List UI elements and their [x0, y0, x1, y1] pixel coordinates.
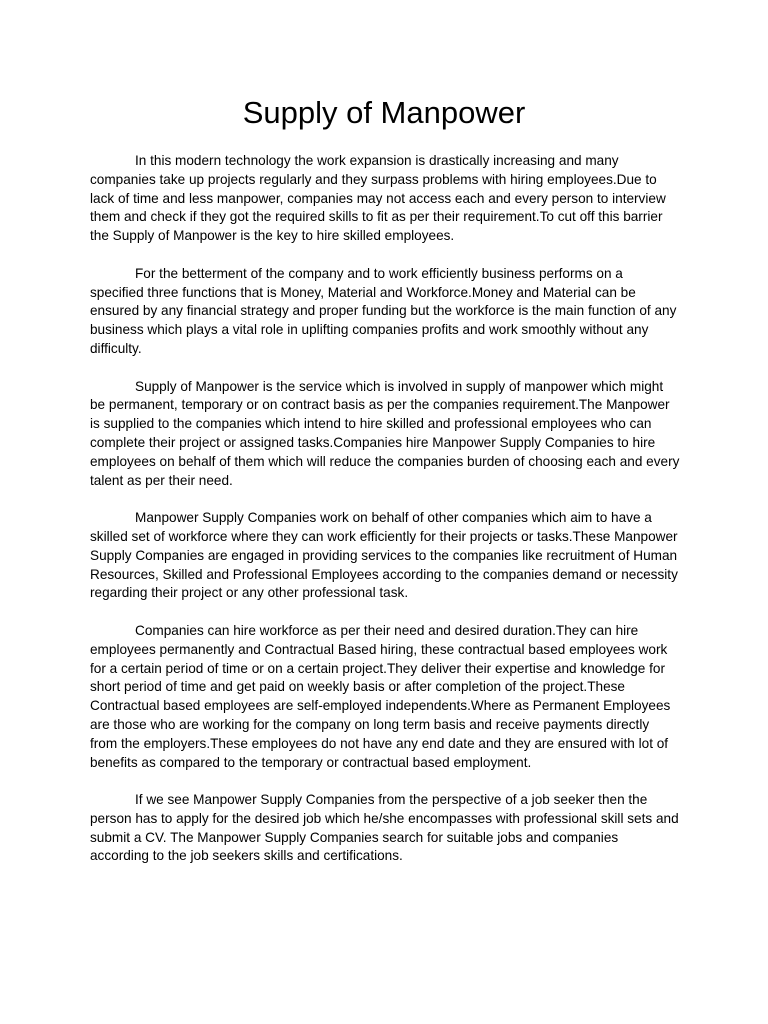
- paragraph: Companies can hire workforce as per their need and desired duration.They can hire employees permanently and Contractual Based hiring, these contractual based employees work for a certain period of time or on a certain project.They deliver their expertise and knowledge for short period of time and get paid on weekly basis or after completion of the project.These Contractual based employees are self-employed independents.Where as Permanent Employees are those who are working for the company on long term basis and receive payments directly from the employers.These employees do not have any end date and they are ensured with lot of benefits as compared to the temporary or contractual based employment.: [90, 622, 671, 770]
- paragraph: Supply of Manpower is the service which is involved in supply of manpower which might be permanent, temporary or on contract basis as per the companies requirement.The Manpower is supplied to the companies which intend to hire skilled and professional employees who can complete their project or assigned tasks.Companies hire Manpower Supply Companies to hire employees on behalf of them which will reduce the companies burden of choosing each and every talent as per their need.: [90, 378, 680, 488]
- paragraph: For the betterment of the company and to work efficiently business performs on a specified three functions that is Money, Material and Workforce.Money and Material can be ensured by any financial strategy and proper funding but the workforce is the main function of any business which plays a vital role in uplifting companies profits and work smoothly without any difficulty.: [90, 265, 677, 356]
- paragraph: In this modern technology the work expansion is drastically increasing and many companies take up projects regularly and they surpass problems with hiring employees.Due to lack of time and less manpower, companies may not access each and every person to interview them and check if they got the required skills to fit as per their requirement.To cut off this barrier the Supply of Manpower is the key to hire skilled employees.: [90, 153, 666, 244]
- paragraph: If we see Manpower Supply Companies from the perspective of a job seeker then the person has to apply for the desired job which he/she encompasses with professional skill sets and submit a CV. The Manpower Supply Companies search for suitable jobs and companies according to the job seekers skills and certifications.: [90, 792, 679, 864]
- paragraph: Manpower Supply Companies work on behalf of other companies which aim to have a skilled set of workforce where they can work efficiently for their projects or tasks.These Manpower Supply Companies are engaged in providing services to the companies like recruitment of Human Resources, Skilled and Professional Employees according to the companies demand or necessity regarding their project or any other professional task.: [90, 510, 678, 601]
- document-body: [90, 152, 680, 885]
- document-title: Supply of Manpower: [242, 95, 526, 130]
